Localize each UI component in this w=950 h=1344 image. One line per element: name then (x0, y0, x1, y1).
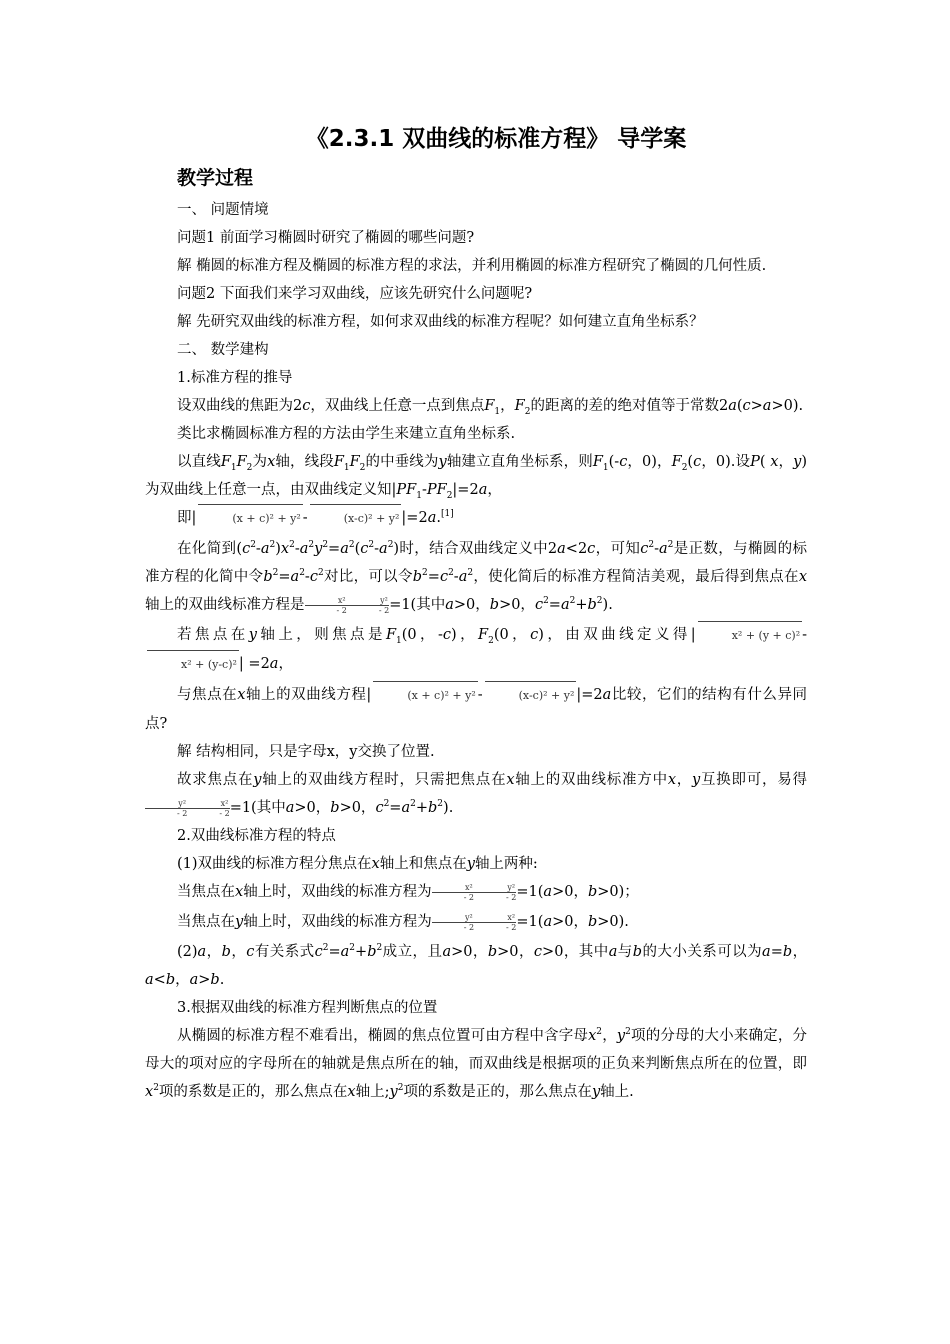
paragraph: 若焦点在y轴上，则焦点是$F_1(0$，-c)，$F_2(0$，c)，由双曲线定义得| x² + (y + c)² -x² + (y-c)² | =2a， (145, 621, 807, 679)
fraction: $\frac{\text{x²}}{- 2}$ (432, 883, 474, 902)
paragraph: 以直线$F_1F_2$为x轴，线段$F_1F_2$的中垂线为y轴建立直角坐标系，则$F_1(-c$，0)，$F_2(c$，0).设P( x，y)为双曲线上任意一点，由双曲线定义知$|PF_1-PF_2|=2a$， (145, 454, 808, 501)
document-page (145, 120, 807, 1106)
fraction: $\frac{\text{x²}}{- 2}$ (305, 596, 347, 615)
paragraph: (1)双曲线的标准方程分焦点在x轴上和焦点在y轴上两种: (177, 856, 538, 872)
paragraph: 类比求椭圆标准方程的方法由学生来建立直角坐标系. (177, 426, 516, 442)
fraction: $\frac{\text{y²}}{- 2}$ (474, 883, 516, 902)
paragraph: 从椭圆的标准方程不难看出，椭圆的焦点位置可由方程中含字母$x^2$，$y^2$项的分母的大小来确定，分母大的项对应的字母所在的轴就是焦点所在的轴，而双曲线是根据项的正负来判断焦点所在的位置，即$x^2$项的系数是正的，那么焦点在x轴上$;y^2$项的系数是正的，那么焦点在y轴上. (145, 1027, 808, 1100)
paragraph: 3.根据双曲线的标准方程判断焦点的位置 (177, 1000, 438, 1016)
paragraph: 二、 数学建构 (177, 342, 269, 358)
paragraph: (2)a，b，c有关系式$c^2=a^2+b^2$成立，且a>0，b>0，c>0，其中a与b的大小关系可以为a=b，a<b，a>b. (145, 943, 808, 988)
paragraph: 当焦点在x轴上时，双曲线的标准方程为 $\frac{\text{x²}}{- 2}$ $\frac{\text{y²}}{- 2}$ =1(a>0，b>0)； (177, 882, 639, 902)
fraction: $\frac{\text{y²}}{- 2}$ (347, 596, 389, 615)
paragraph: 解 椭圆的标准方程及椭圆的标准方程的求法，并利用椭圆的标准方程研究了椭圆的几何性质. (177, 258, 767, 274)
paragraph: 一、 问题情境 (177, 202, 269, 218)
paragraph: 设双曲线的焦距为2c，双曲线上任意一点到焦点$F_1$，$F_2$的距离的差的绝对值等于常数2a(c>a>0). (177, 398, 804, 417)
section-heading: 教学过程 (177, 167, 254, 189)
fraction: $\frac{\text{x²}}{- 2}$ (187, 799, 229, 818)
paragraph: 在化简到$(c^2-a^2)x^2-a^2y^2=a^2(c^2-a^2)$时，结合双曲线定义中2a<2c，可知$c^2-a^2$是正数，与椭圆的标准方程的化简中令$b^2=a^2-c^2$对比，可以令$b^2=c^2-a^2$，使化简后的标准方程简洁美观，最后得到焦点在x轴上的双曲线标准方程是 $\frac{\text{x²}}{- 2}$ $\frac{\text{y²}}{- 2}$ =1(其中a>0，b>0，$c^2=a^2+b^2$). (145, 540, 808, 615)
paragraph: 解 结构相同，只是字母x，y交换了位置. (177, 744, 435, 760)
paragraph: 与焦点在x轴上的双曲线方程| (x + c)² + y² - (x-c)² + y² |=2a比较，它们的结构有什么异同点? (145, 681, 807, 738)
sqrt-formula: x² + (y-c)² (147, 650, 239, 679)
sqrt-formula: (x-c)² + y² (485, 681, 577, 710)
fraction: $\frac{\text{x²}}{- 2}$ (474, 913, 516, 932)
paragraph: 问题2 下面我们来学习双曲线，应该先研究什么问题呢? (177, 286, 533, 302)
document-title: 《2.3.1 双曲线的标准方程》 导学案 (305, 126, 687, 152)
paragraph: 即| (x + c)² + y² - (x-c)² + y² |=2a.[1] (145, 504, 807, 533)
sqrt-formula: (x + c)² + y² (373, 681, 477, 710)
sqrt-formula: (x-c)² + y² (310, 504, 402, 533)
paragraph: 问题1 前面学习椭圆时研究了椭圆的哪些问题? (177, 230, 475, 246)
sqrt-formula: (x + c)² + y² (198, 504, 302, 533)
fraction: $\frac{\text{y²}}{- 2}$ (145, 799, 187, 818)
paragraph: 当焦点在y轴上时，双曲线的标准方程为 $\frac{\text{y²}}{- 2}$ $\frac{\text{x²}}{- 2}$ =1(a>0，b>0). (177, 912, 629, 932)
paragraph: 故求焦点在y轴上的双曲线方程时，只需把焦点在x轴上的双曲线标准方中x，y互换即可，易得 $\frac{\text{y²}}{- 2}$ $\frac{\text{x²}}{- 2}$ =1(其中a>0，b>0，$c^2=a^2+b^2$). (145, 766, 807, 822)
paragraph: 2.双曲线标准方程的特点 (177, 828, 336, 844)
sqrt-formula: x² + (y + c)² (698, 621, 802, 650)
paragraph: 解 先研究双曲线的标准方程，如何求双曲线的标准方程呢？如何建立直角坐标系？ (177, 314, 704, 330)
fraction: $\frac{\text{y²}}{- 2}$ (432, 913, 474, 932)
paragraph: 1.标准方程的推导 (177, 370, 293, 386)
